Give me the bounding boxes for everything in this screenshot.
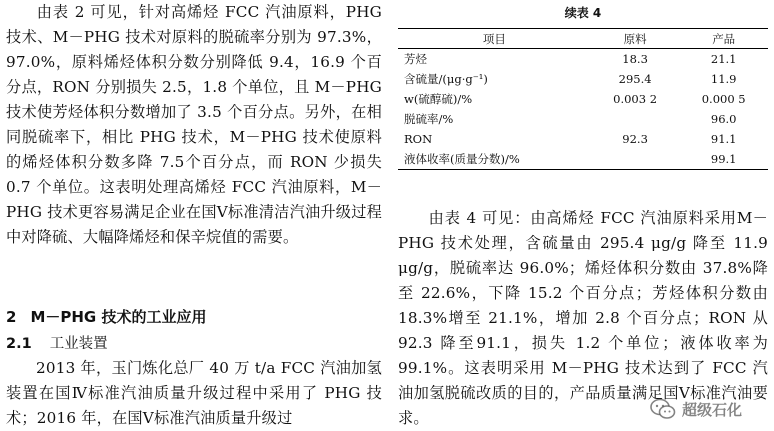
table-row — [398, 129, 768, 149]
table-cell: 18.3 — [622, 52, 648, 66]
table-row — [398, 69, 768, 89]
table-cell: 99.1 — [679, 149, 768, 170]
wechat-icon — [650, 398, 676, 420]
table-cell: 脱硫率/% — [404, 112, 454, 126]
table-row — [398, 109, 768, 129]
data-table — [398, 28, 768, 170]
table-row — [398, 149, 768, 170]
section-heading — [6, 306, 206, 327]
section-title: M－PHG 技术的工业应用 — [30, 308, 207, 326]
table-row — [398, 89, 768, 109]
table-title: 续表 4 — [564, 6, 602, 20]
table-cell — [591, 109, 680, 129]
column-header-product: 产品 — [679, 29, 768, 49]
watermark — [650, 398, 742, 420]
table-cell: 11.9 — [710, 72, 737, 86]
table-cell: 0.000 5 — [701, 92, 746, 106]
table-cell: 0.003 2 — [613, 92, 658, 106]
table-cell: w(硫醇硫)/% — [404, 92, 473, 106]
watermark-text: 超级石化 — [682, 400, 743, 419]
table-cell: 含硫量/(μg·g⁻¹) — [404, 72, 488, 86]
table-header-row — [398, 29, 768, 49]
subsection-title: 工业装置 — [49, 336, 108, 352]
table-cell — [591, 149, 680, 170]
paragraph-text: 由表 4 可见：由高烯烃 FCC 汽油原料采用M－PHG 技术处理，含硫量由 295.4 μg/g 降至 11.9 μg/g，脱硫率达 96.0%；烯烃体积分数由 37.8%降至 22.6%，下降 15.2 个百分点；芳烃体积分数由 18.3%增至 21.1%，增加 2.8 个百分点；RON 从92.3 降至91.1，损失 1.2 个单位；液体收率为 99.1%。这表明采用 M－PHG 技术达到了 FCC 汽油加氢脱硫改质的目的，产品质量满足国Ⅴ标准汽油要求。 — [398, 209, 768, 427]
section-number: 2 — [6, 308, 17, 326]
column-header-item: 项目 — [398, 29, 591, 49]
paragraph-text: 由表 2 可见，针对高烯烃 FCC 汽油原料，PHG 技术、M－PHG 技术对原料的脱硫率分别为 97.3%，97.0%，原料烯烃体积分数分别降低 9.4，16.9 个百分点，RON 分别损失 2.5，1.8 个单位，且 M－PHG 技术使芳烃体积分数增加了 3.5 个百分点。另外，在相同脱硫率下，相比 PHG 技术，M－PHG 技术使原料的烯烃体积分数多降 7.5个百分点，而 RON 少损失 0.7 个单位。这表明处理高烯烃 FCC 汽油原料，M－PHG 技术更容易满足企业在国Ⅴ标准清洁汽油升级过程中对降硫、大幅降烯烃和保辛烷值的需要。 — [6, 3, 382, 246]
table-cell: 21.1 — [710, 52, 737, 66]
table-cell: 91.1 — [710, 132, 737, 146]
table-cell: 92.3 — [622, 132, 648, 146]
paragraph-text: 2013 年，玉门炼化总厂 40 万 t/a FCC 汽油加氢装置在国Ⅳ标准汽油质量升级过程中采用了 PHG 技术；2016 年，在国Ⅴ标准汽油质量升级过 — [6, 359, 382, 427]
table-cell: 芳烃 — [404, 52, 427, 66]
table-cell: RON — [404, 132, 433, 146]
paragraph-industrial-unit — [6, 356, 382, 431]
table-cell: 96.0 — [710, 112, 737, 126]
table-cell: 295.4 — [618, 72, 652, 86]
paragraph-table2-analysis — [6, 0, 382, 250]
subsection-heading — [6, 332, 108, 353]
table-cell: 液体收率(质量分数)/% — [398, 149, 591, 170]
table-row — [398, 49, 768, 70]
subsection-number: 2.1 — [6, 336, 32, 352]
column-header-feed: 原料 — [591, 29, 680, 49]
left-column — [6, 0, 382, 250]
